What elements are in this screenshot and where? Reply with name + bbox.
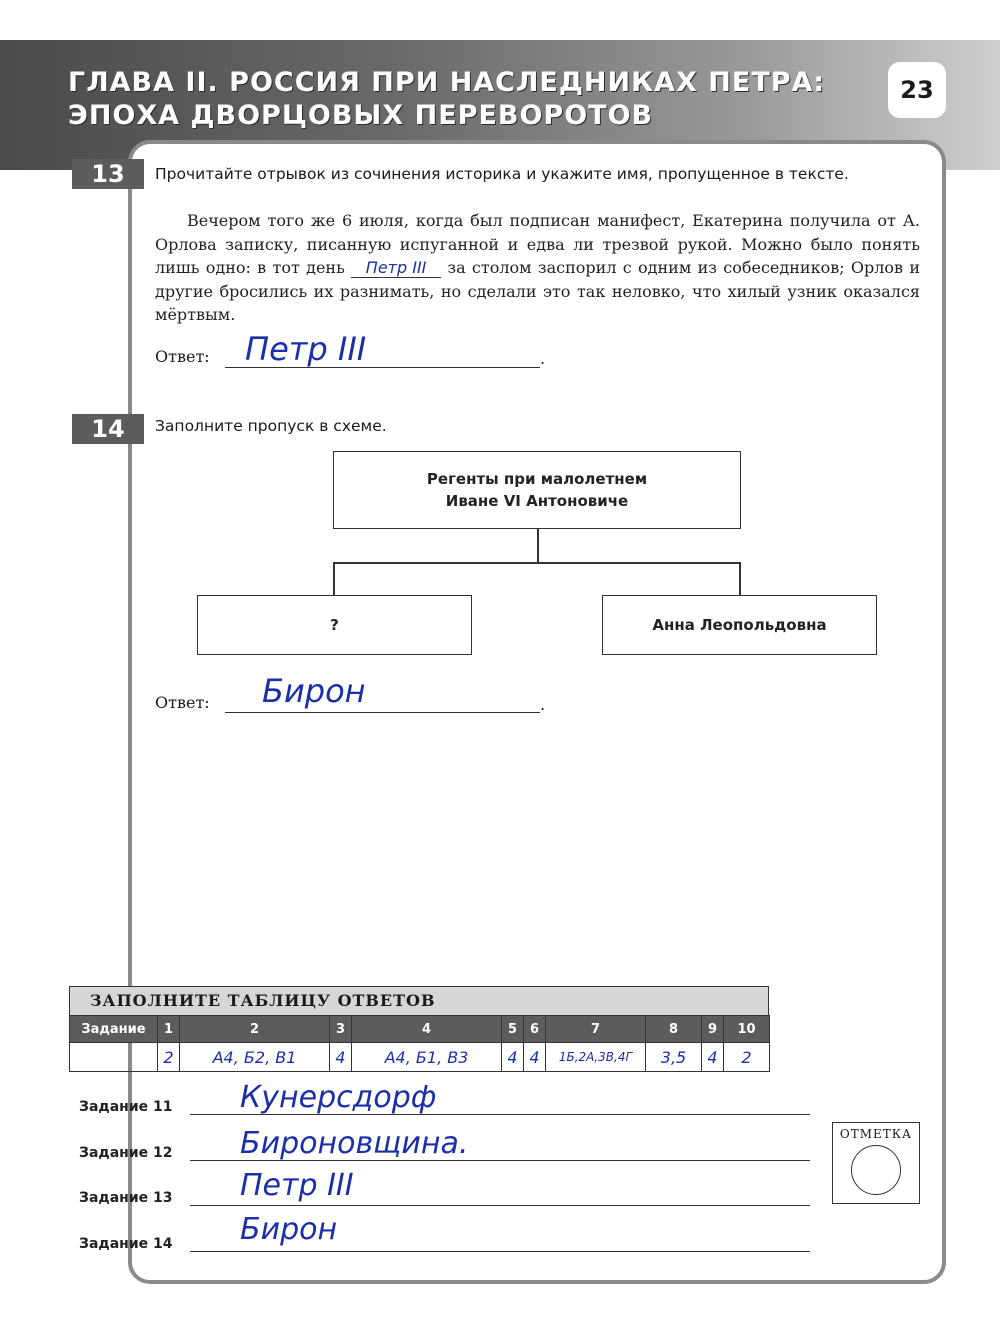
task-13-prompt: Прочитайте отрывок из сочинения историка и укажите имя, пропущенное в тексте. — [155, 165, 849, 183]
answers-col-header: 9 — [702, 1016, 724, 1043]
answers-col-header: 10 — [724, 1016, 770, 1043]
answer-cell: А4, Б1, В3 — [352, 1043, 502, 1072]
scheme-connector-vertical — [537, 529, 539, 563]
task-14-number: 14 — [72, 414, 144, 444]
task-13-answer-label: Ответ: — [155, 347, 210, 366]
answers-col-header: 2 — [180, 1016, 330, 1043]
answers-col-header: 1 — [158, 1016, 180, 1043]
passage-blank-handwritten: Петр III — [351, 259, 441, 278]
task-12-handwritten: Бироновщина. — [240, 1126, 469, 1161]
task-13-answer-handwritten: Петр III — [245, 330, 367, 368]
task-14-answer-label: Ответ: — [155, 693, 210, 712]
task-14-summary-handwritten: Бирон — [240, 1212, 338, 1247]
answer-cell: 4 — [702, 1043, 724, 1072]
answer-cell: А4, Б2, В1 — [180, 1043, 330, 1072]
answer-cell: 4 — [502, 1043, 524, 1072]
grade-box — [832, 1122, 920, 1204]
answers-header-row — [70, 1016, 770, 1043]
answers-table-title: ЗАПОЛНИТЕ ТАБЛИЦУ ОТВЕТОВ — [69, 986, 769, 1015]
scheme-connector-right — [739, 562, 741, 596]
answer-cell: 2 — [158, 1043, 180, 1072]
task-14-line — [190, 1251, 810, 1252]
task-14-answer-dot: . — [540, 695, 546, 714]
task-14-answer-handwritten: Бирон — [262, 672, 366, 710]
scheme-top-box — [333, 451, 741, 529]
answers-col-header: 5 — [502, 1016, 524, 1043]
answers-col-header: 8 — [646, 1016, 702, 1043]
task-13-answer-dot: . — [540, 349, 546, 368]
answers-header-label: Задание — [70, 1016, 158, 1043]
scheme-top-text: Регенты при малолетнем Иване VI Антоновиче — [426, 470, 648, 510]
answer-cell: 4 — [330, 1043, 352, 1072]
answers-value-row — [70, 1043, 770, 1072]
task-11-handwritten: Кунерсдорф — [240, 1080, 437, 1115]
task-14-label: Задание 14 — [79, 1236, 173, 1252]
scheme-right-box — [602, 595, 877, 655]
task-13-passage — [155, 209, 920, 327]
answers-row-label-cell — [70, 1043, 158, 1072]
answers-col-header: 4 — [352, 1016, 502, 1043]
answers-grid — [69, 1015, 770, 1072]
answers-col-header: 6 — [524, 1016, 546, 1043]
task-14-answer-line — [225, 711, 540, 713]
answer-cell: 1Б,2А,3В,4Г — [546, 1043, 646, 1072]
answer-cell: 2 — [724, 1043, 770, 1072]
grade-circle — [851, 1145, 901, 1195]
task-13-number: 13 — [72, 159, 144, 189]
passage-text-before: Вечером того же 6 июля, когда был подписан манифест, Екатерина получила от А. Орлова записку, писанную испуганной и едва ли трезвой рукой. Можно было понять лишь одно: в тот день — [155, 211, 920, 277]
scheme-left-box — [197, 595, 472, 655]
scheme-left-text: ? — [330, 616, 339, 634]
answer-cell: 4 — [524, 1043, 546, 1072]
answers-col-header: 7 — [546, 1016, 646, 1043]
task-13-line — [190, 1205, 810, 1206]
task-13-label: Задание 13 — [79, 1190, 173, 1206]
answers-table — [69, 986, 769, 1072]
scheme-connector-left — [333, 562, 335, 596]
passage-text-after: за столом заспорил с одним из собеседников; Орлов и другие бросились их разнимать, но сделали это так неловко, что хилый узник оказался мёртвым. — [155, 258, 920, 324]
task-11-label: Задание 11 — [79, 1099, 173, 1115]
answers-col-header: 3 — [330, 1016, 352, 1043]
scheme-connector-horizontal — [333, 562, 741, 564]
task-12-label: Задание 12 — [79, 1145, 173, 1161]
task-13-summary-handwritten: Петр III — [240, 1168, 354, 1203]
answer-cell: 3,5 — [646, 1043, 702, 1072]
chapter-title: ГЛАВА II. РОССИЯ ПРИ НАСЛЕДНИКАХ ПЕТРА: ЭПОХА ДВОРЦОВЫХ ПЕРЕВОРОТОВ — [68, 67, 826, 131]
task-14-prompt: Заполните пропуск в схеме. — [155, 417, 387, 435]
page-number: 23 — [888, 62, 946, 118]
grade-box-label: ОТМЕТКА — [839, 1127, 913, 1141]
scheme-right-text: Анна Леопольдовна — [652, 616, 827, 634]
